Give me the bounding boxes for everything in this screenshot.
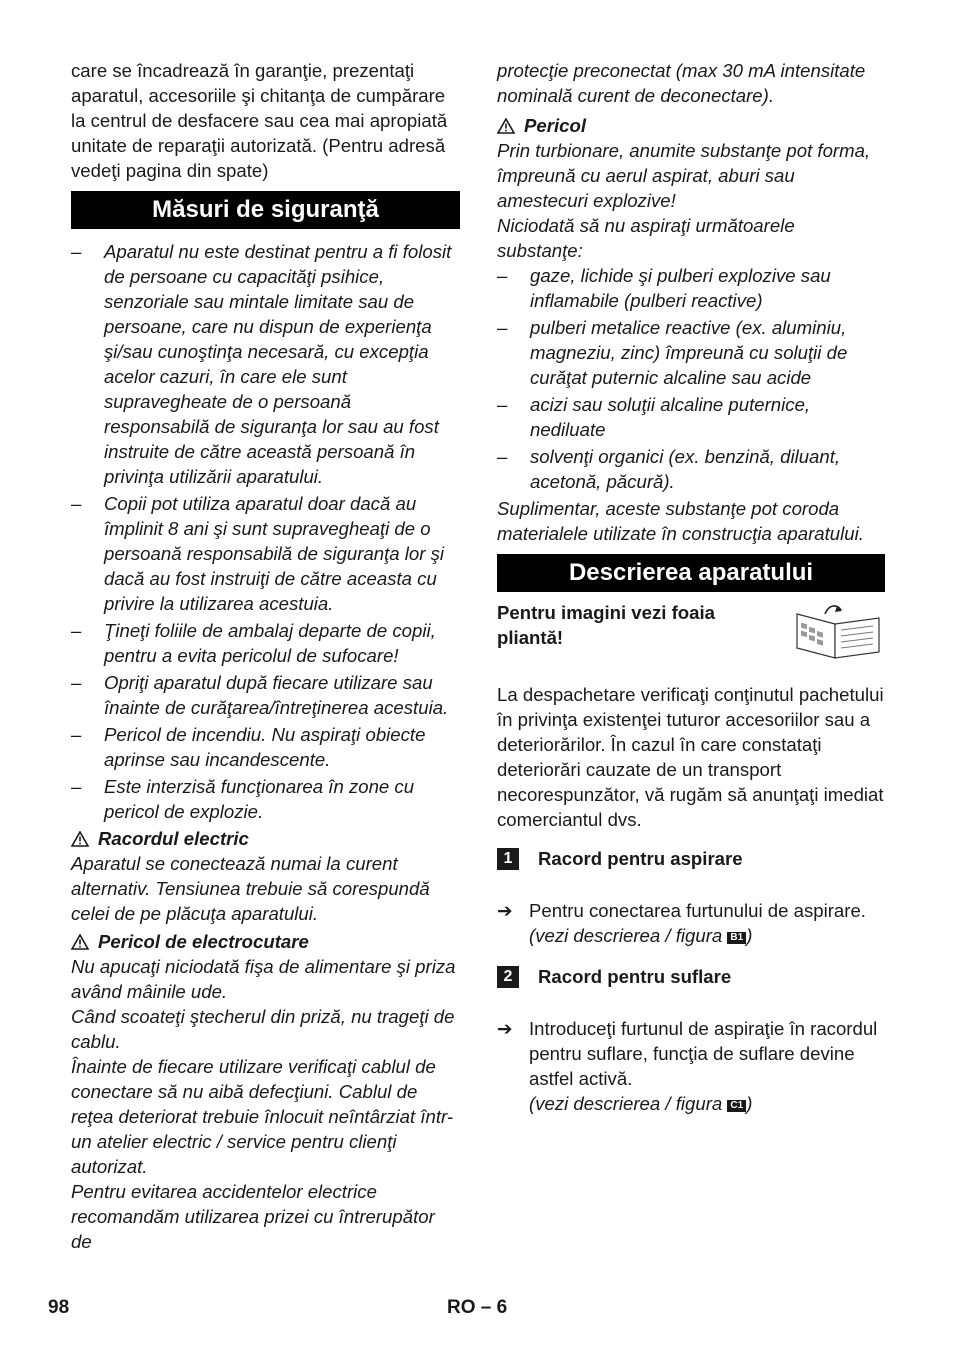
list-item: – solvenţi organici (ex. benzină, diluant, acetonă, păcură). (497, 446, 841, 492)
electric-text: Aparatul se conectează numai la curent alternativ. Tensiunea trebuie să corespundă celei de pe plăcuţa aparatului. (71, 853, 430, 924)
list-item: – pulberi metalice reactive (ex. aluminiu, magneziu, zinc) împreună cu soluţii de curăţat puternic alcaline sau acide (497, 317, 848, 388)
shock-paragraph-1: Nu apucaţi niciodată fişa de alimentare şi priza având mâinile ude. (71, 956, 456, 1002)
open-book-icon (791, 600, 885, 662)
list-item: – Copii pot utiliza aparatul doar dacă au împlinit 8 ani şi sunt supravegheaţi de o persoană responsabilă de siguranţa lor şi dacă au fost instruiţi de către aceasta cu privire la utilizarea acestuia. (71, 493, 445, 614)
danger-paragraph-3: Suplimentar, aceste substanţe pot coroda materialele utilizate în construcţia aparatului. (497, 498, 864, 544)
shock-paragraph-2: Când scoateţi ştecherul din priză, nu trageţi de cablu. (71, 1006, 455, 1052)
electric-warning-title: Racordul electric (71, 826, 460, 851)
figure-reference: (vezi descrierea / figura B1 ) (529, 925, 753, 946)
figure-note: Pentru imagini vezi foaia pliantă! (497, 602, 716, 648)
item-number-badge: 1 (497, 848, 519, 870)
item-number-badge: 2 (497, 966, 519, 988)
item-1 (497, 848, 885, 948)
figure-code-badge: B1 (727, 932, 746, 944)
warning-icon (497, 118, 515, 134)
page-number: 98 (48, 1297, 70, 1318)
section-heading-description: Descrierea aparatului (497, 554, 885, 592)
right-column (497, 58, 885, 1116)
list-item: – gaze, lichide şi pulberi explozive sau inflamabile (pulberi reactive) (497, 265, 831, 311)
list-item: – Este interzisă funcţionarea în zone cu pericol de explozie. (71, 776, 415, 822)
list-item: – Pericol de incendiu. Nu aspiraţi obiecte aprinse sau incandescente. (71, 724, 426, 770)
danger-paragraph-1: Prin turbionare, anumite substanţe pot forma, împreună cu aerul aspirat, aburi sau amestecuri explozive! (497, 140, 871, 211)
item-2 (497, 966, 885, 1116)
danger-warning-title: Pericol (497, 113, 885, 138)
list-item: – Opriţi aparatul după fiecare utilizare sau înainte de curăţarea/întreţinerea acestuia. (71, 672, 449, 718)
left-column (71, 58, 460, 1254)
shock-warning-title: Pericol de electrocutare (71, 929, 460, 954)
substances-list (497, 263, 885, 494)
arrow-icon: ➔ (497, 900, 513, 921)
figure-reference: (vezi descrierea / figura C1 ) (529, 1093, 753, 1114)
danger-paragraph-2: Niciodată să nu aspiraţi următoarele substanţe: (497, 215, 795, 261)
section-heading-safety: Măsuri de siguranţă (71, 191, 460, 229)
arrow-icon: ➔ (497, 1018, 513, 1039)
figure-note-row (497, 600, 885, 662)
shock-paragraph-4: Pentru evitarea accidentelor electrice recomandăm utilizarea prizei cu întrerupător de (71, 1181, 435, 1252)
section-marker: RO – 6 (447, 1297, 508, 1318)
item-title: Racord pentru suflare (538, 966, 732, 987)
item-description: ➔ Pentru conectarea furtunului de aspirare. (vezi descrierea / figura B1 ) (497, 900, 866, 946)
figure-code-badge: C1 (727, 1100, 746, 1112)
unpack-paragraph: La despachetare verificaţi conţinutul pachetului în privinţa existenţei tuturor accesoriilor sau a deteriorărilor. În cazul în care constataţi deteriorări cauzate de un transport necorespunzător, vă rugăm să anunţaţi imediat comerciantul dvs. (497, 684, 884, 830)
item-description: ➔ Introduceţi furtunul de aspiraţie în racordul pentru suflare, funcţia de suflare devine astfel activă. (vezi descrierea / figura C1 ) (497, 1018, 878, 1114)
continued-paragraph: protecţie preconectat (max 30 mA intensitate nominală curent de deconectare). (497, 60, 866, 106)
list-item: – acizi sau soluţii alcaline puternice, nediluate (497, 394, 811, 440)
shock-paragraph-3: Înainte de fiecare utilizare verificaţi cablul de conectare să nu aibă defecţiuni. Cablul de reţea deteriorat trebuie înlocuit neîntârziat într-un atelier electric / service pentru clienţi autorizat. (71, 1056, 454, 1177)
item-title: Racord pentru aspirare (538, 848, 743, 869)
list-item: – Aparatul nu este destinat pentru a fi folosit de persoane cu capacităţi psihice, senzoriale sau mintale limitate sau de persoane, care nu dispun de experienţa şi/sau cunoştinţa necesară, cu excepţia acelor cazuri, în care ele sunt supravegheate de o persoană responsabilă de siguranţa lor sau au fost instruite de către această persoană în privinţa utilizării aparatului. (71, 241, 452, 487)
warning-icon (71, 934, 89, 950)
intro-paragraph: care se încadrează în garanţie, prezentaţi aparatul, accesoriile şi chitanţa de cumpărare la centrul de desfacere sau cea mai apropiată unitate de reparaţii autorizată. (Pentru adresă vedeţi pagina din spate) (71, 60, 448, 181)
list-item: – Ţineţi foliile de ambalaj departe de copii, pentru a evita pericolul de sufocare! (71, 620, 436, 666)
warning-icon (71, 831, 89, 847)
safety-list (71, 239, 460, 824)
